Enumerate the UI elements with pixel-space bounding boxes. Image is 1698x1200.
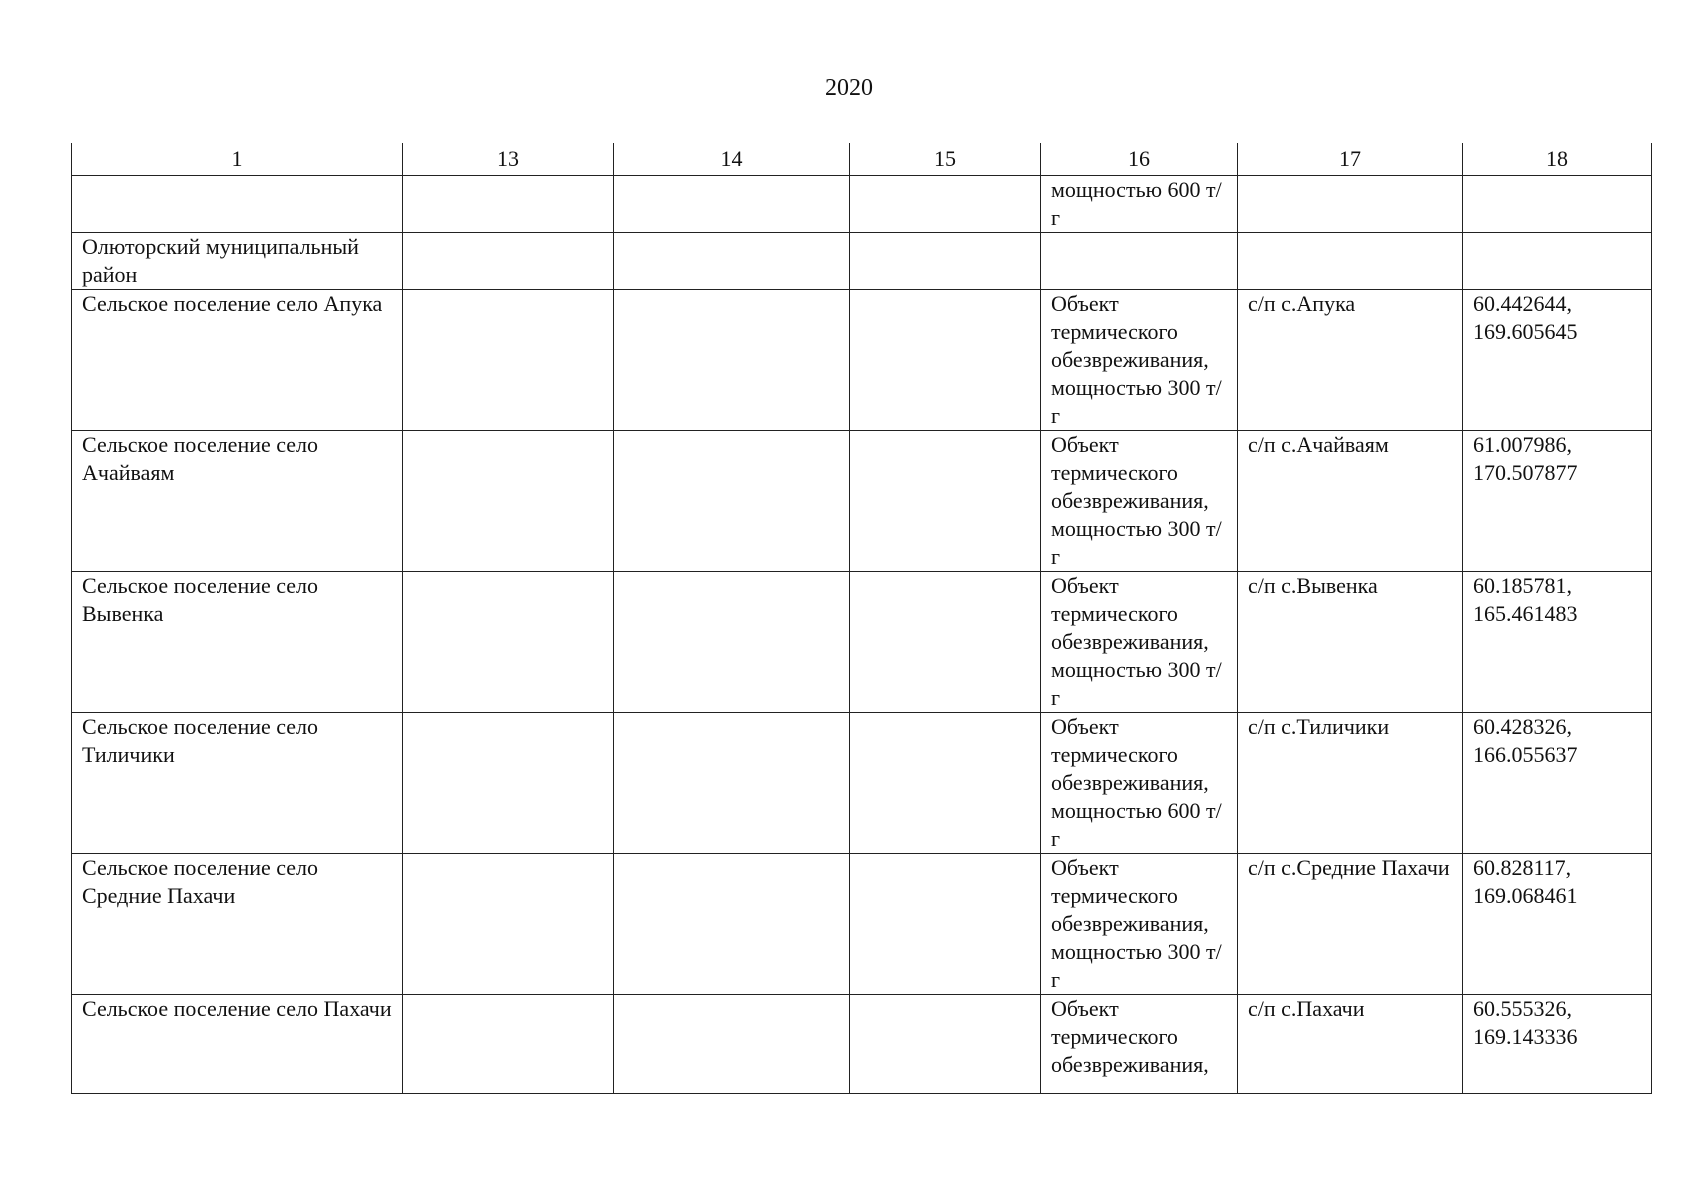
empty-cell <box>403 572 614 713</box>
table-row <box>72 290 1652 431</box>
data-table <box>71 143 1652 1094</box>
table-row <box>72 854 1652 995</box>
empty-cell <box>850 233 1041 290</box>
settlement-name-cell: Сельское поселение село Средние Пахачи <box>72 854 403 995</box>
district-name-cell: Олюторский муниципальный район <box>72 233 403 290</box>
coordinates-cell: 60.555326, 169.143336 <box>1463 995 1652 1094</box>
facility-cell: мощностью 600 т/г <box>1041 176 1238 233</box>
facility-cell <box>1041 233 1238 290</box>
settlement-name-cell: Сельское поселение село Ачайваям <box>72 431 403 572</box>
empty-cell <box>403 995 614 1094</box>
coordinates-cell <box>1463 233 1652 290</box>
empty-cell <box>614 431 850 572</box>
empty-cell <box>614 176 850 233</box>
table-header-row <box>72 143 1652 176</box>
column-header: 16 <box>1041 143 1238 176</box>
table-row <box>72 713 1652 854</box>
coordinates-cell: 60.828117, 169.068461 <box>1463 854 1652 995</box>
empty-cell <box>403 290 614 431</box>
column-header: 13 <box>403 143 614 176</box>
settlement-name-cell: Сельское поселение село Вывенка <box>72 572 403 713</box>
location-cell: с/п с.Тиличики <box>1238 713 1463 854</box>
empty-cell <box>614 290 850 431</box>
table-row <box>72 233 1652 290</box>
facility-cell: Объект термического обезвреживания, мощностью 300 т/г <box>1041 572 1238 713</box>
facility-cell: Объект термического обезвреживания, мощностью 300 т/г <box>1041 854 1238 995</box>
coordinates-cell <box>1463 176 1652 233</box>
settlement-name-cell: Сельское поселение село Апука <box>72 290 403 431</box>
coordinates-cell: 61.007986, 170.507877 <box>1463 431 1652 572</box>
settlement-name-cell: Сельское поселение село Тиличики <box>72 713 403 854</box>
empty-cell <box>850 713 1041 854</box>
table-row <box>72 572 1652 713</box>
coordinates-cell: 60.442644, 169.605645 <box>1463 290 1652 431</box>
settlement-name-cell: Сельское поселение село Пахачи <box>72 995 403 1094</box>
facility-cell: Объект термического обезвреживания, мощностью 300 т/г <box>1041 431 1238 572</box>
location-cell: с/п с.Средние Пахачи <box>1238 854 1463 995</box>
table-row <box>72 431 1652 572</box>
empty-cell <box>614 854 850 995</box>
location-cell <box>1238 176 1463 233</box>
location-cell: с/п с.Ачайваям <box>1238 431 1463 572</box>
location-cell: с/п с.Апука <box>1238 290 1463 431</box>
empty-cell <box>614 995 850 1094</box>
column-header: 1 <box>72 143 403 176</box>
table-row <box>72 176 1652 233</box>
facility-cell: Объект термического обезвреживания, мощностью 600 т/г <box>1041 713 1238 854</box>
empty-cell <box>850 995 1041 1094</box>
facility-cell: Объект термического обезвреживания, мощностью 300 т/г <box>1041 290 1238 431</box>
facility-cell: Объект термического обезвреживания, <box>1041 995 1238 1094</box>
coordinates-cell: 60.185781, 165.461483 <box>1463 572 1652 713</box>
empty-cell <box>403 713 614 854</box>
empty-cell <box>403 854 614 995</box>
empty-cell <box>614 572 850 713</box>
empty-cell <box>850 572 1041 713</box>
column-header: 15 <box>850 143 1041 176</box>
column-header: 17 <box>1238 143 1463 176</box>
column-header: 18 <box>1463 143 1652 176</box>
empty-cell <box>403 431 614 572</box>
table-row <box>72 995 1652 1094</box>
empty-cell <box>614 233 850 290</box>
empty-cell <box>850 290 1041 431</box>
empty-cell <box>850 176 1041 233</box>
empty-cell <box>850 854 1041 995</box>
column-header: 14 <box>614 143 850 176</box>
location-cell: с/п с.Пахачи <box>1238 995 1463 1094</box>
empty-cell <box>850 431 1041 572</box>
settlement-name-cell <box>72 176 403 233</box>
location-cell: с/п с.Вывенка <box>1238 572 1463 713</box>
empty-cell <box>403 176 614 233</box>
location-cell <box>1238 233 1463 290</box>
empty-cell <box>614 713 850 854</box>
coordinates-cell: 60.428326, 166.055637 <box>1463 713 1652 854</box>
page-number: 2020 <box>825 75 873 101</box>
empty-cell <box>403 233 614 290</box>
